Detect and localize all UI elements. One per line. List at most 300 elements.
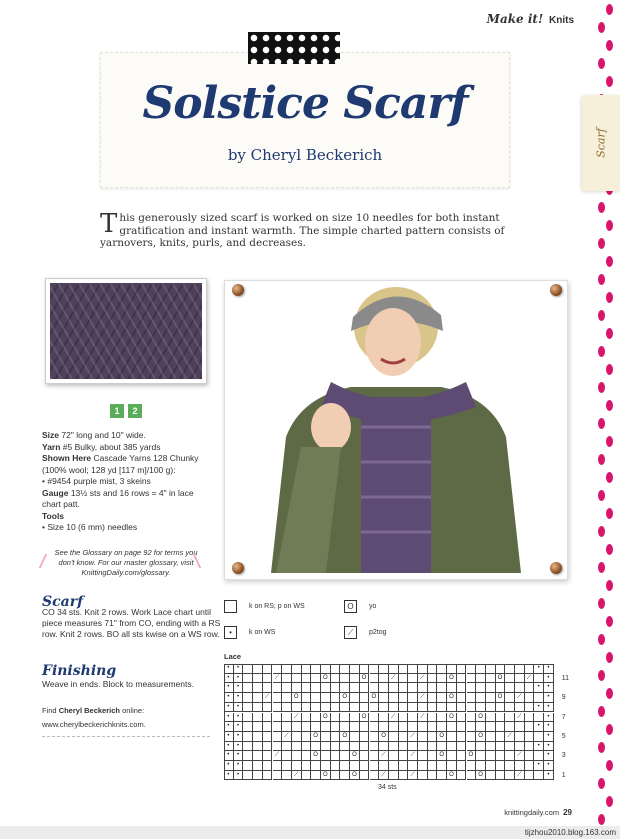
pin-icon [550, 284, 562, 296]
designer-url[interactable]: www.cherylbeckerichknits.com. [42, 720, 146, 729]
chart-cell [263, 751, 273, 761]
chart-cell [263, 771, 273, 781]
chart-cell [467, 664, 477, 674]
pink-dot [598, 634, 605, 645]
chart-cell [340, 722, 350, 732]
chart-cell: O [437, 732, 447, 742]
chart-cell [399, 664, 409, 674]
chart-cell [505, 713, 515, 723]
chart-cell [496, 683, 506, 693]
chart-cell [292, 683, 302, 693]
chart-cell [399, 742, 409, 752]
chart-cell [534, 713, 544, 723]
chart-cell [340, 713, 350, 723]
chart-cell [437, 703, 447, 713]
chart-cell [496, 761, 506, 771]
chart-cell [253, 713, 263, 723]
chart-cell [457, 722, 467, 732]
chart-cell [428, 722, 438, 732]
pink-dot [606, 220, 613, 231]
pink-dot [606, 40, 613, 51]
chart-cell [486, 674, 496, 684]
chart-cell [350, 683, 360, 693]
chart-cell [447, 722, 457, 732]
chart-cell [505, 761, 515, 771]
chart-cell [243, 742, 253, 752]
chart-cell: O [321, 674, 331, 684]
chart-cell [273, 732, 283, 742]
chart-cell [360, 732, 370, 742]
spec-label: Gauge [42, 487, 69, 498]
chart-cell: • [224, 713, 234, 723]
chart-cell: • [234, 771, 244, 781]
chart-cell [437, 761, 447, 771]
chart-cell [486, 713, 496, 723]
chart-cell [350, 732, 360, 742]
chart-cell [505, 664, 515, 674]
pink-dot [598, 526, 605, 537]
chart-cell [253, 742, 263, 752]
chart-cell [379, 674, 389, 684]
chart-cell: O [350, 771, 360, 781]
chart-cell [321, 742, 331, 752]
chart-cell [302, 751, 312, 761]
chart-cell [399, 693, 409, 703]
chart-cell [428, 664, 438, 674]
chart-cell: ⟋ [505, 732, 515, 742]
chart-cell: • [234, 683, 244, 693]
chart-cell: • [544, 751, 554, 761]
chart-cell [437, 674, 447, 684]
legend-purl [224, 626, 275, 639]
chart-cell [263, 674, 273, 684]
chart-cell [379, 722, 389, 732]
chart-cell: ⟋ [379, 751, 389, 761]
chart-cell [331, 664, 341, 674]
chart-cell [408, 713, 418, 723]
chart-cell [525, 693, 535, 703]
chart-cell [496, 742, 506, 752]
chart-cell [399, 713, 409, 723]
pin-icon [232, 284, 244, 296]
chart-cell [282, 771, 292, 781]
pink-dot [606, 472, 613, 483]
chart-cell: O [447, 674, 457, 684]
pink-dot [598, 22, 605, 33]
pink-dot [598, 274, 605, 285]
knit-symbol [224, 600, 237, 613]
chart-cell [534, 732, 544, 742]
chart-cell: ⟋ [273, 674, 283, 684]
chart-cell [418, 732, 428, 742]
chart-cell [370, 742, 380, 752]
pin-icon [232, 562, 244, 574]
chart-cell [408, 664, 418, 674]
chart-cell [282, 683, 292, 693]
chart-cell [418, 771, 428, 781]
chart-cell [370, 751, 380, 761]
chart-cell [389, 771, 399, 781]
chart-cell: • [544, 742, 554, 752]
chart-cell [476, 693, 486, 703]
chart-cell [292, 761, 302, 771]
chart-cell [467, 722, 477, 732]
chart-cell [243, 722, 253, 732]
chart-cell: O [447, 713, 457, 723]
chart-cell [321, 751, 331, 761]
chart-cell [457, 683, 467, 693]
pink-dot [606, 76, 613, 87]
chart-cell [496, 771, 506, 781]
chart-cell [457, 742, 467, 752]
chart-cell [428, 683, 438, 693]
chart-cell [302, 771, 312, 781]
chart-cell [525, 683, 535, 693]
chart-cell [418, 761, 428, 771]
chart-cell [399, 683, 409, 693]
chart-cell [311, 674, 321, 684]
p2tog-symbol: ⟋ [344, 626, 357, 639]
chart-cell: O [447, 693, 457, 703]
chart-cell [457, 761, 467, 771]
chart-cell [428, 713, 438, 723]
skill-level-badges [110, 404, 142, 418]
intro-text: his generously sized scarf is worked on size 10 needles for both instant gratification and instant warmth. The simple charted pattern consists of yarnovers, knits, purls, and decreases. [100, 212, 505, 249]
find-prefix: Find [42, 706, 59, 715]
chart-cell: • [224, 761, 234, 771]
chart-cell [447, 732, 457, 742]
chart-cell [505, 722, 515, 732]
chart-cell [428, 693, 438, 703]
model-illustration [231, 287, 561, 573]
pink-dot [606, 796, 613, 807]
chart-cell [302, 674, 312, 684]
row-number: 1 [561, 771, 566, 779]
spec-text: #5 Bulky, about 385 yards [60, 441, 161, 452]
chart-cell [428, 732, 438, 742]
chart-cell [243, 771, 253, 781]
chart-cell [321, 703, 331, 713]
chart-cell [350, 703, 360, 713]
chart-cell [243, 693, 253, 703]
chart-cell [360, 742, 370, 752]
chart-cell: • [234, 713, 244, 723]
chart-cell [486, 751, 496, 761]
model-photo-image [231, 287, 561, 573]
chart-cell [505, 751, 515, 761]
chart-cell [457, 713, 467, 723]
chart-cell [428, 742, 438, 752]
pink-dot [598, 562, 605, 573]
chart-cell [360, 771, 370, 781]
chart-cell [243, 703, 253, 713]
spec-line [42, 453, 214, 476]
chart-cell [370, 722, 380, 732]
pink-dot [598, 454, 605, 465]
chart-cell [534, 771, 544, 781]
chart-cell [515, 761, 525, 771]
chart-cell [263, 742, 273, 752]
chart-cell [476, 683, 486, 693]
chart-cell [525, 742, 535, 752]
skill-level-1: 1 [110, 404, 124, 418]
chart-cell [496, 732, 506, 742]
chart-cell [311, 771, 321, 781]
chart-cell [379, 693, 389, 703]
chart-cell [370, 703, 380, 713]
chart-cell [467, 683, 477, 693]
chart-cell [534, 674, 544, 684]
page-number: 29 [563, 808, 572, 817]
chart-cell [263, 664, 273, 674]
spec-label: Shown Here [42, 453, 92, 463]
chart-cell [476, 761, 486, 771]
chart-cell: ⟋ [379, 771, 389, 781]
spec-line [42, 511, 214, 523]
chart-cell [389, 751, 399, 761]
chart-cell [505, 771, 515, 781]
chart-cell [292, 703, 302, 713]
designer-link [42, 704, 222, 732]
chart-cell: O [321, 713, 331, 723]
chart-cell: ⟋ [389, 713, 399, 723]
chart-cell: • [534, 683, 544, 693]
pink-dot [598, 670, 605, 681]
chart-cell [389, 722, 399, 732]
legend-yo [344, 600, 376, 613]
chart-cell: O [311, 732, 321, 742]
pink-dot [598, 202, 605, 213]
chart-cell: O [379, 732, 389, 742]
chart-cell [321, 664, 331, 674]
chart-cell [467, 742, 477, 752]
chart-cell [525, 722, 535, 732]
chart-cell: O [496, 693, 506, 703]
chart-cell [370, 713, 380, 723]
chart-cell [418, 683, 428, 693]
chart-cell: • [224, 703, 234, 713]
finishing-heading: Finishing [42, 663, 117, 679]
side-tab[interactable] [582, 95, 620, 191]
chart-cell: ⟋ [515, 771, 525, 781]
chart-cell [273, 683, 283, 693]
model-photo [224, 280, 568, 580]
pink-dot [606, 328, 613, 339]
chart-cell: O [467, 751, 477, 761]
chart-cell [253, 693, 263, 703]
chart-cell [447, 703, 457, 713]
chart-cell: • [544, 693, 554, 703]
chart-cell: ⟋ [408, 771, 418, 781]
chart-cell: ⟋ [408, 751, 418, 761]
scarf-instructions: CO 34 sts. Knit 2 rows. Work Lace chart until piece measures 71" from CO, ending with a RS row. Knit 2 rows. BO all sts kwise on a WS row. [42, 607, 221, 639]
chart-cell: • [544, 771, 554, 781]
chart-cell [311, 664, 321, 674]
pattern-specs [42, 430, 214, 534]
chart-cell: • [224, 742, 234, 752]
pink-dot [606, 652, 613, 663]
legend-label: yo [369, 603, 377, 610]
chart-cell [505, 674, 515, 684]
spec-text: • #9454 purple mist, 3 skeins [42, 476, 151, 486]
chart-cell [302, 664, 312, 674]
chart-cell [428, 761, 438, 771]
pink-dot [606, 580, 613, 591]
chart-cell [360, 693, 370, 703]
chart-cell [370, 674, 380, 684]
legend-label: k on WS [249, 629, 276, 636]
chart-cell: • [234, 674, 244, 684]
chart-cell [418, 703, 428, 713]
chart-cell: ⟋ [515, 751, 525, 761]
chart-cell [428, 674, 438, 684]
glossary-note: See the Glossary on page 92 for terms you don't know. For our master glossary, visit KnittingDaily.com/glossary. [46, 548, 206, 578]
chart-cell [437, 683, 447, 693]
chart-cell [340, 683, 350, 693]
spec-line [42, 430, 214, 442]
chart-cell [515, 732, 525, 742]
chart-cell [360, 703, 370, 713]
chart-cell [340, 664, 350, 674]
chart-cell [253, 732, 263, 742]
footer-site[interactable]: knittingdaily.com [504, 808, 560, 817]
watermark: tijzhou2010.blog.163.com [0, 826, 620, 839]
chart-cell [253, 683, 263, 693]
chart-cell [253, 761, 263, 771]
chart-cell [360, 722, 370, 732]
chart-cell: • [544, 713, 554, 723]
legend-label: k on RS; p on WS [249, 603, 305, 610]
chart-cell [515, 703, 525, 713]
purl-symbol: • [224, 626, 237, 639]
chart-cell [263, 683, 273, 693]
chart-cell: • [544, 703, 554, 713]
chart-cell [437, 713, 447, 723]
chart-cell [399, 751, 409, 761]
chart-cell [292, 732, 302, 742]
chart-cell [370, 761, 380, 771]
chart-cell [331, 761, 341, 771]
chart-cell [389, 742, 399, 752]
chart-cell [263, 722, 273, 732]
chart-cell [428, 703, 438, 713]
divider [42, 736, 210, 737]
chart-cell [263, 713, 273, 723]
designer-name: Cheryl Beckerich [58, 706, 120, 715]
chart-cell [476, 751, 486, 761]
chart-cell [282, 664, 292, 674]
chart-cell [437, 771, 447, 781]
chart-cell [437, 722, 447, 732]
stitch-count-label: 34 sts [378, 784, 397, 791]
chart-cell [331, 742, 341, 752]
chart-cell [292, 751, 302, 761]
chart-cell [467, 674, 477, 684]
chart-cell [467, 732, 477, 742]
chart-cell [515, 674, 525, 684]
row-number: 11 [561, 674, 570, 682]
chart-cell [525, 664, 535, 674]
pink-dot [606, 436, 613, 447]
chart-cell [282, 742, 292, 752]
pink-dot [606, 616, 613, 627]
lace-swatch-image [50, 283, 202, 379]
chart-cell [505, 693, 515, 703]
chart-cell [340, 703, 350, 713]
pink-dot [598, 814, 605, 825]
chart-cell [505, 683, 515, 693]
chart-cell [302, 683, 312, 693]
chart-cell [457, 751, 467, 761]
row-number: 7 [561, 713, 566, 721]
yo-symbol: O [344, 600, 357, 613]
chart-cell [476, 742, 486, 752]
chart-cell [379, 703, 389, 713]
chart-cell: • [234, 703, 244, 713]
chart-cell: • [224, 751, 234, 761]
pink-dot [606, 4, 613, 15]
chart-cell [476, 664, 486, 674]
chart-cell [515, 664, 525, 674]
chart-cell: • [544, 683, 554, 693]
chart-cell [253, 722, 263, 732]
chart-cell [292, 742, 302, 752]
chart-cell [496, 664, 506, 674]
chart-cell [243, 683, 253, 693]
chart-cell [360, 664, 370, 674]
intro-paragraph [100, 209, 520, 250]
skill-level-2: 2 [128, 404, 142, 418]
chart-cell [399, 674, 409, 684]
chart-cell [331, 683, 341, 693]
chart-cell [486, 771, 496, 781]
lace-chart-label: Lace [224, 652, 242, 661]
chart-cell [496, 722, 506, 732]
chart-cell [273, 664, 283, 674]
chart-cell [273, 713, 283, 723]
chart-cell [370, 664, 380, 674]
chart-cell: • [534, 761, 544, 771]
chart-cell [321, 732, 331, 742]
pink-dot [598, 778, 605, 789]
chart-cell [282, 693, 292, 703]
chart-cell [253, 674, 263, 684]
chart-cell [331, 703, 341, 713]
chart-cell [447, 761, 457, 771]
chart-cell [525, 761, 535, 771]
chart-cell: ⟋ [515, 713, 525, 723]
chart-cell: • [234, 751, 244, 761]
chart-cell [302, 761, 312, 771]
chart-cell [282, 751, 292, 761]
pink-dot [598, 742, 605, 753]
chart-cell [399, 771, 409, 781]
chart-cell [292, 674, 302, 684]
chart-cell: • [234, 664, 244, 674]
chart-cell: ⟋ [292, 713, 302, 723]
chart-cell [302, 703, 312, 713]
spec-line [42, 442, 214, 454]
chart-cell [496, 751, 506, 761]
row-number: 5 [561, 732, 566, 740]
chart-cell [243, 713, 253, 723]
chart-cell [311, 693, 321, 703]
chart-cell [273, 703, 283, 713]
chart-cell [350, 713, 360, 723]
chart-cell: O [476, 713, 486, 723]
chart-cell [321, 693, 331, 703]
chart-cell [428, 771, 438, 781]
